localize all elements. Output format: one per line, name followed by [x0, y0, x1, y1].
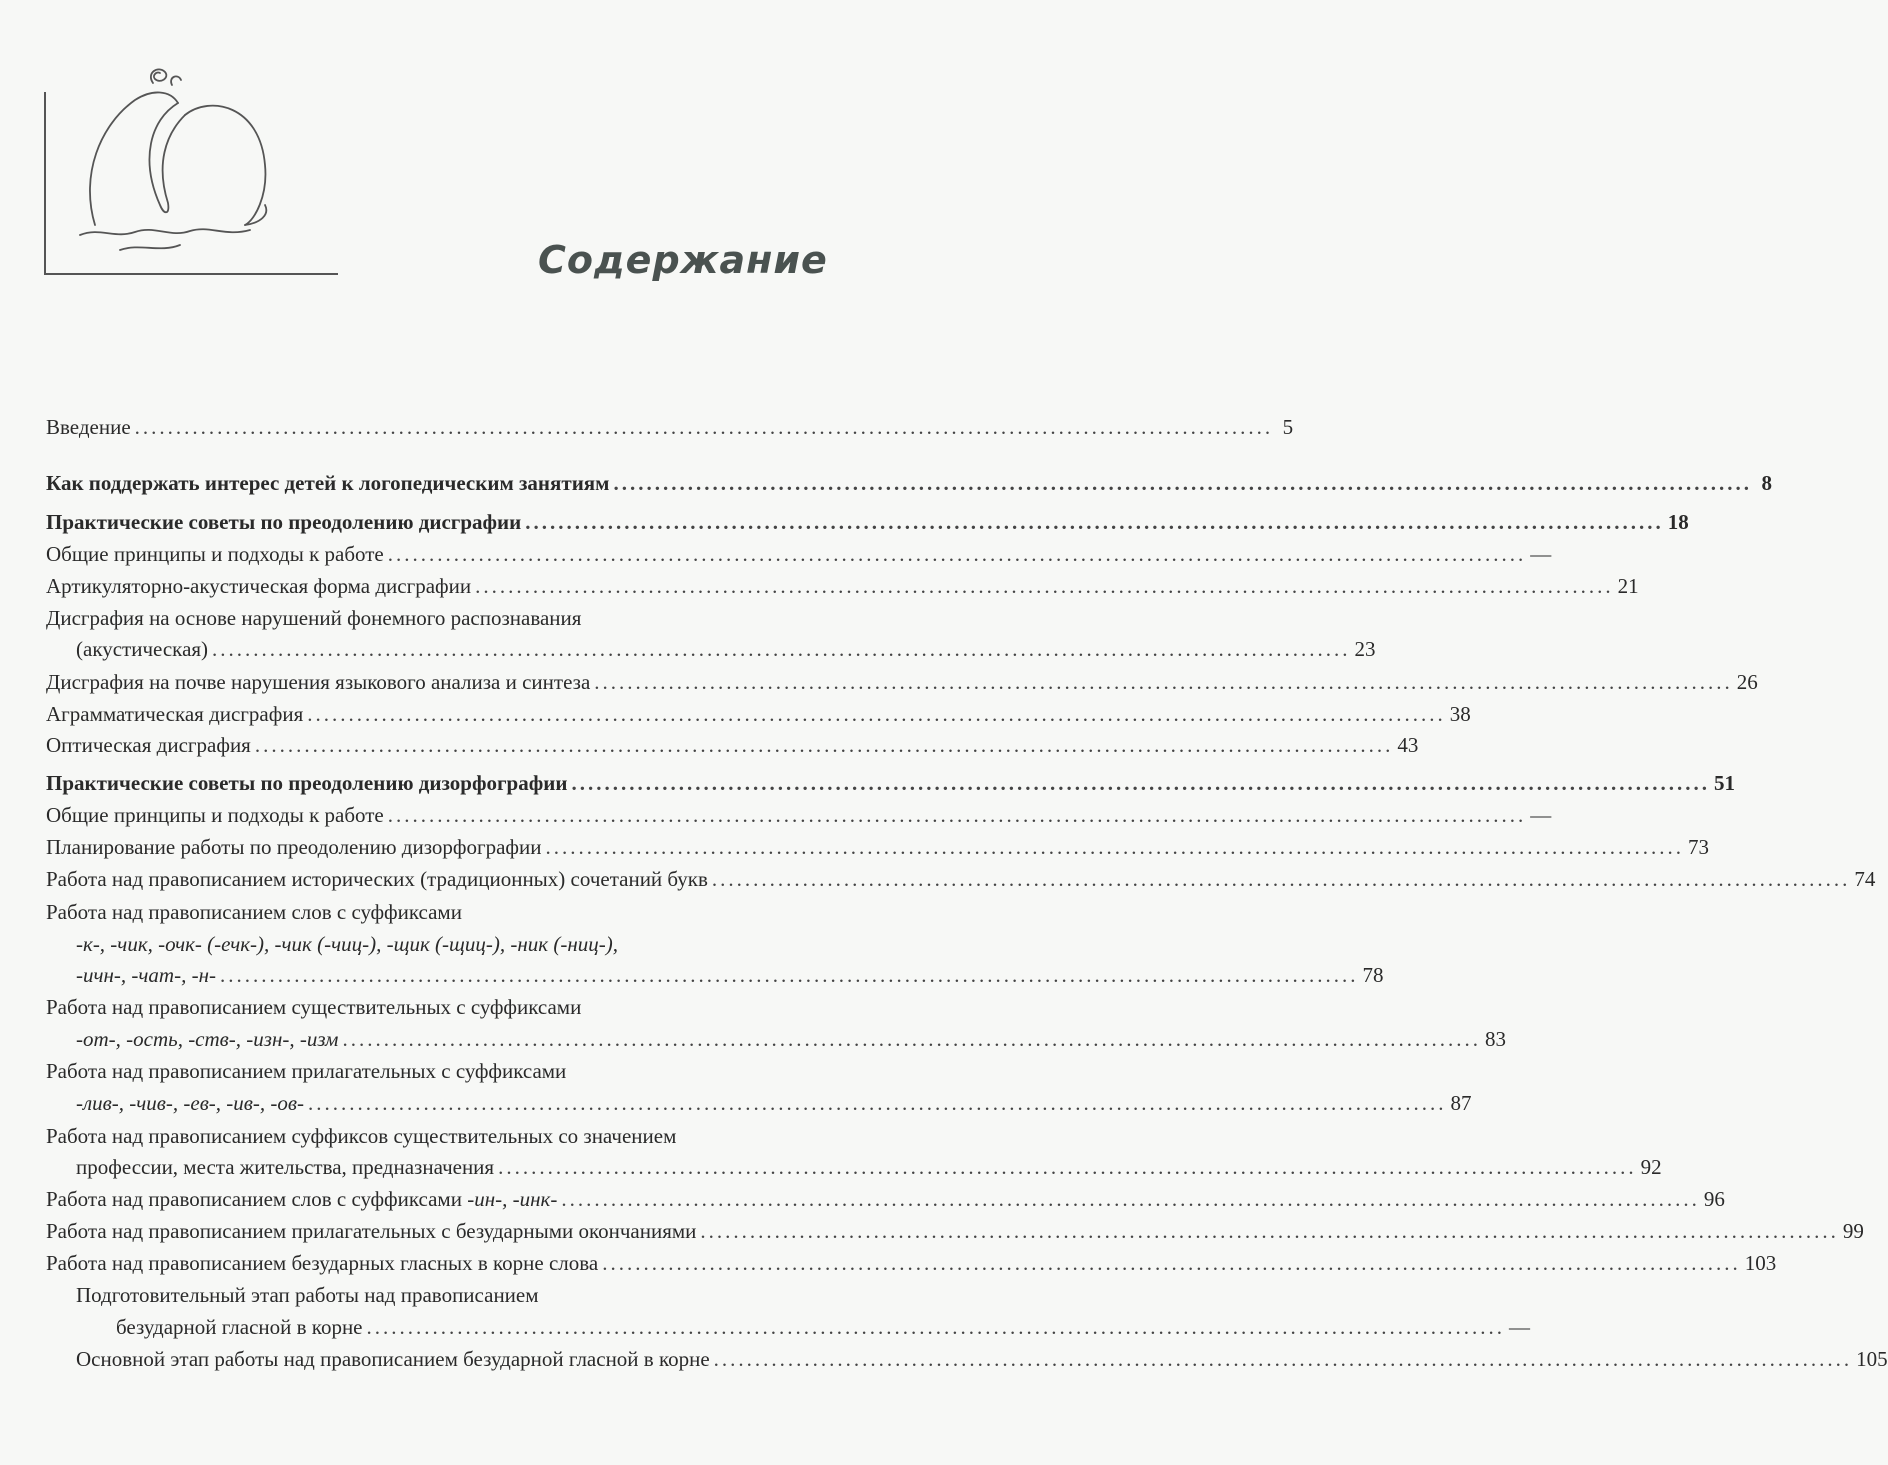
toc-entry[interactable]	[76, 960, 1384, 990]
leader-dots: ..........................................................................................................................................	[713, 1347, 1853, 1371]
toc-entry-title: Дисграфия на основе нарушений фонемного распознавания	[46, 606, 582, 630]
toc-entry-page: 74	[1854, 867, 1876, 891]
leader-dots: ..........................................................................................................................................	[602, 1251, 1741, 1275]
toc-entry-line1[interactable]	[46, 603, 891, 633]
leader-dots: ..........................................................................................................................................	[613, 471, 1752, 495]
toc-section[interactable]	[46, 468, 1772, 498]
leader-dots: ..........................................................................................................................................	[387, 542, 1527, 566]
toc-entry-page: 43	[1397, 733, 1419, 757]
toc-entry-page: 73	[1688, 835, 1709, 859]
toc-entry[interactable]	[46, 730, 1419, 760]
toc-entry-title-cont: профессии, места жительства, предназначения	[76, 1155, 495, 1179]
toc-entry-page: 92	[1640, 1155, 1662, 1179]
toc-entry-page: 5	[1282, 415, 1294, 439]
toc-entry-page: 18	[1667, 510, 1689, 534]
toc-subentry[interactable]	[76, 1344, 1888, 1374]
toc-entry-title-cont: безударной гласной в корне	[116, 1315, 363, 1339]
leader-dots: ..........................................................................................................................................	[387, 803, 1527, 827]
toc-entry-line1[interactable]	[46, 1056, 891, 1086]
toc-entry-title: Работа над правописанием существительных с суффиксами	[46, 995, 582, 1019]
toc-entry-title: Планирование работы по преодолению дизорфографии	[46, 835, 542, 859]
leader-dots: ..........................................................................................................................................	[366, 1315, 1506, 1339]
leader-dots: ..........................................................................................................................................	[212, 637, 1351, 661]
leader-dots: ..........................................................................................................................................	[307, 702, 1446, 726]
toc-entry-title: Как поддержать интерес детей к логопедическим занятиям	[46, 471, 610, 495]
toc-entry-page: 21	[1617, 574, 1639, 598]
leader-dots: ..........................................................................................................................................	[545, 835, 1684, 859]
toc-entry-title: Работа над правописанием безударных гласных в корне слова	[46, 1251, 599, 1275]
toc-entry[interactable]	[46, 699, 1471, 729]
leader-dots: ..........................................................................................................................................	[525, 510, 1664, 534]
toc-subentry[interactable]	[116, 1312, 1531, 1342]
toc-entry-page: 105	[1856, 1347, 1888, 1371]
toc-entry-page: —	[1509, 1315, 1531, 1339]
leader-dots: ..........................................................................................................................................	[308, 1091, 1447, 1115]
toc-entry-title: Общие принципы и подходы к работе	[46, 542, 384, 566]
toc-entry-page: 99	[1842, 1219, 1864, 1243]
leader-dots: ..........................................................................................................................................	[254, 733, 1394, 757]
toc-entry-page: 83	[1484, 1027, 1506, 1051]
toc-entry[interactable]	[76, 1024, 1506, 1054]
toc-entry-page: 8	[1761, 471, 1772, 495]
toc-entry-title: Аграмматическая дисграфия	[46, 702, 304, 726]
leader-dots: ..........................................................................................................................................	[134, 415, 1274, 439]
toc-entry[interactable]	[46, 667, 1758, 697]
toc-entry[interactable]	[46, 1216, 1864, 1246]
toc-entry-page: 26	[1736, 670, 1758, 694]
leader-dots: ..........................................................................................................................................	[475, 574, 1614, 598]
toc-entry-page: 38	[1449, 702, 1471, 726]
leader-dots: ..........................................................................................................................................	[700, 1219, 1839, 1243]
toc-entry-suffixes: -ин-, -инк-	[467, 1187, 558, 1211]
toc-entry-title: Практические советы по преодолению дисграфии	[46, 510, 522, 534]
toc-entry-title: Артикуляторно-акустическая форма дисграфии	[46, 574, 472, 598]
leader-dots: ..........................................................................................................................................	[711, 867, 1851, 891]
toc-entry-page: 103	[1744, 1251, 1777, 1275]
toc-entry[interactable]	[76, 634, 1376, 664]
toc-entry[interactable]	[76, 1152, 1662, 1182]
toc-entry-title: Работа над правописанием слов с суффиксами	[46, 900, 462, 924]
toc-entry[interactable]	[76, 1088, 1472, 1118]
decorative-frame-horizontal	[44, 273, 338, 275]
toc-entry-title: Работа над правописанием прилагательных с суффиксами	[46, 1059, 567, 1083]
toc-entry[interactable]	[46, 1184, 1725, 1214]
toc-entry-title	[46, 1184, 557, 1214]
toc-subentry-line1[interactable]	[76, 1280, 891, 1310]
toc-entry[interactable]	[46, 864, 1876, 894]
leader-dots: ..........................................................................................................................................	[594, 670, 1733, 694]
toc-entry[interactable]	[46, 539, 1552, 569]
toc-entry-title: Практические советы по преодолению дизорфографии	[46, 771, 568, 795]
toc-entry[interactable]	[46, 1248, 1777, 1278]
toc-entry[interactable]	[46, 800, 1552, 830]
toc-entry-title: Работа над правописанием исторических (традиционных) сочетаний букв	[46, 867, 708, 891]
toc-entry-title: Введение	[46, 415, 131, 439]
toc-entry-title: Оптическая дисграфия	[46, 733, 251, 757]
toc-section[interactable]	[46, 507, 1689, 537]
toc-entry-page: 51	[1713, 771, 1735, 795]
toc-section[interactable]	[46, 768, 1735, 798]
toc-entry-title: Подготовительный этап работы над правописанием	[76, 1283, 539, 1307]
toc-entry-line2[interactable]	[76, 929, 891, 959]
toc-entry-page: —	[1530, 542, 1552, 566]
toc-entry-title: Дисграфия на почве нарушения языкового анализа и синтеза	[46, 670, 591, 694]
toc-entry-title: Работа над правописанием суффиксов существительных со значением	[46, 1124, 677, 1148]
toc-entry-page: 96	[1703, 1187, 1725, 1211]
leader-dots: ..........................................................................................................................................	[220, 963, 1359, 987]
toc-entry-title-cont: (акустическая)	[76, 637, 209, 661]
toc-entry[interactable]	[46, 412, 1294, 442]
toc-entry[interactable]	[46, 571, 1639, 601]
leader-dots: ..........................................................................................................................................	[498, 1155, 1637, 1179]
toc-entry[interactable]	[46, 832, 1709, 862]
toc-entry-page: 87	[1450, 1091, 1472, 1115]
toc-entry-suffixes: -ичн-, -чат-, -н-	[76, 963, 216, 987]
toc-entry-title: Основной этап работы над правописанием безударной гласной в корне	[76, 1347, 710, 1371]
leader-dots: ..........................................................................................................................................	[342, 1027, 1481, 1051]
page-title: Содержание	[538, 238, 828, 282]
toc-entry-title: Работа над правописанием прилагательных с безударными окончаниями	[46, 1219, 697, 1243]
toc-entry-title-text: Работа над правописанием слов с суффиксами	[46, 1187, 468, 1211]
toc-entry-suffixes: -к-, -чик, -очк- (-ечк-), -чик (-чиц-), -щик (-щиц-), -ник (-ниц-),	[76, 932, 618, 956]
toc-entry-page: 78	[1362, 963, 1384, 987]
leader-dots: ..........................................................................................................................................	[571, 771, 1710, 795]
snail-icon	[60, 55, 290, 270]
decorative-frame-vertical	[44, 92, 46, 275]
toc-entry-page: —	[1530, 803, 1552, 827]
leader-dots: ..........................................................................................................................................	[561, 1187, 1700, 1211]
toc-entry-line1[interactable]	[46, 992, 891, 1022]
toc-entry-line1[interactable]	[46, 1121, 891, 1151]
toc-entry-suffixes: -от-, -ость, -ств-, -изн-, -изм	[76, 1027, 339, 1051]
toc-entry-suffixes: -лив-, -чив-, -ев-, -ив-, -ов-	[76, 1091, 305, 1115]
toc-entry-page: 23	[1354, 637, 1376, 661]
toc-entry-title: Общие принципы и подходы к работе	[46, 803, 384, 827]
toc-entry-line1[interactable]	[46, 897, 891, 927]
